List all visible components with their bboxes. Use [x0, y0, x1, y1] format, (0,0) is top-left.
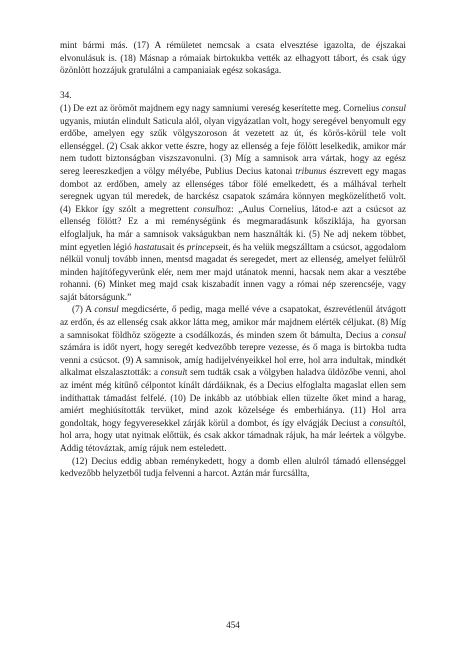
text-run: észrevett egy magas dombot az erdőben, amely az ellenséges tábor fölé emelkedett, és a málhával terhelt seregnek ugyan túl meredek, de harckész csapatok számára könnyen megközelíthető volt. (4) Ekkor így szólt a megrettent: [60, 166, 406, 215]
section-gap: [60, 78, 406, 91]
paragraph: [60, 103, 406, 305]
page-number: 454: [226, 620, 240, 630]
page-body: [60, 40, 406, 481]
chapter-number: 34.: [60, 91, 72, 102]
text-run: ait és: [165, 242, 187, 253]
italic-term: consul: [381, 103, 406, 114]
text-run: mint bármi más. (17) A rémületet nemcsak a csata elvesztése igazolta, de éjszakai elvonulásuk is. (18) Másnap a rómaiak birtokukba vették az elhagyott tábort, és csak úgy özönlött hozzájuk gratulálni a campaniaiak egész sokasága.: [60, 41, 406, 77]
italic-term: tribunus: [295, 166, 327, 177]
text-run: eit, és ha velük megszálltam a csúcsot, aggodalom nélkül vonulj tovább innen, mentsd magadat és seregedet, mert az ellenség, amelyet felülről minden hajítófegyverünk elér, nem mer majd utánatok menni, hacsak nem akar a vesztébe rohanni. (6) Minket meg majd csak kiszabadít innen vagy a római nép szerencséje, vagy saját bátorságunk.”: [60, 242, 407, 303]
italic-term: consul: [381, 330, 406, 341]
text-run: tól, hol arra, hogy utat nyitnak előttük, és csak akkor támadnak rájuk, ha már leértek a völgybe. Addig tétováztak, amíg rájuk nem esteledett.: [60, 418, 406, 454]
italic-term: consul: [94, 305, 119, 316]
paragraph: [60, 304, 406, 455]
text-run: t sem tudták csak a völgyben haladva üldözőbe venni, ahol az imént még kitűnő célpontot kínált dárdáiknak, és a Decius elfoglalta magaslat ellen sem indíthattak támadást felfelé. (10) De inkább az utóbbiak ellen tüzelte őket mind a harag, amiért meghiúsították tervüket, mind azok közelsége és emberhiánya. (11) Hol arra gondoltak, hogy fegyveresekkel zárják körül a dombot, és így elvágják Deciust a: [60, 368, 406, 429]
text-run: (7) A: [72, 305, 95, 316]
italic-term: consul: [160, 368, 185, 379]
text-run: (12) Decius eddig abban reménykedett, hogy a domb ellen alulról támadó ellenséggel kedvezőbb helyzetből tudja felvenni a harcot. Aztán már furcsállta,: [60, 456, 406, 480]
text-run: megdicsérte, ő pedig, maga mellé véve a csapatokat, észrevétlenül átvágott az erdőn, és az ellenség csak akkor látta meg, amikor már majdnem elérték céljukat. (8) Míg a samnisokat földhöz szögezte a csodálkozás, és minden szem őt bámulta, Decius a: [60, 305, 406, 341]
italic-term: princeps: [186, 242, 219, 253]
text-run: hoz: „Aulus Cornelius, látod-e azt a csúcsot az ellenség fölött? Ez a mi reménységünk és megmaradásunk kősziklája, ha gyorsan elfoglaljuk, ha már a samnisok vakságukban nem használták ki. (5) Ne adj nekem többet, mint egyetlen légió: [60, 204, 406, 253]
paragraph: [60, 40, 406, 78]
italic-term: consul: [369, 418, 394, 429]
text-run: számára is időt nyert, hogy seregét kedvezőbb terepre vezesse, és ő maga is birtokba tudta venni a csúcsot. (9) A samnisok, amíg hadijelvényeikkel hol erre, hol arra indultak, mindkét alkalmat elszalasztották: a: [60, 343, 406, 379]
italic-term: hastatus: [134, 242, 166, 253]
paragraph: [60, 456, 406, 481]
text-run: (1) De ezt az örömöt majdnem egy nagy samniumi vereség keserítette meg. Cornelius: [60, 103, 382, 114]
text-run: ugyanis, miután elindult Saticula alól, olyan vigyázatlan volt, hogy seregével benyomult egy erdőbe, amelyen egy szűk völgyszoroson át vezetett az út, és körös-körül tele volt ellenséggel. (2) Csak akkor vette észre, hogy az ellenség a feje fölött leselkedik, amikor már nem tudott biztonságban viszszavonulni. (3) Míg a samnisok arra vártak, hogy az egész sereg leereszkedjen a völgy mélyébe, Publius Decius katonai: [60, 116, 406, 177]
italic-term: consul: [193, 204, 218, 215]
